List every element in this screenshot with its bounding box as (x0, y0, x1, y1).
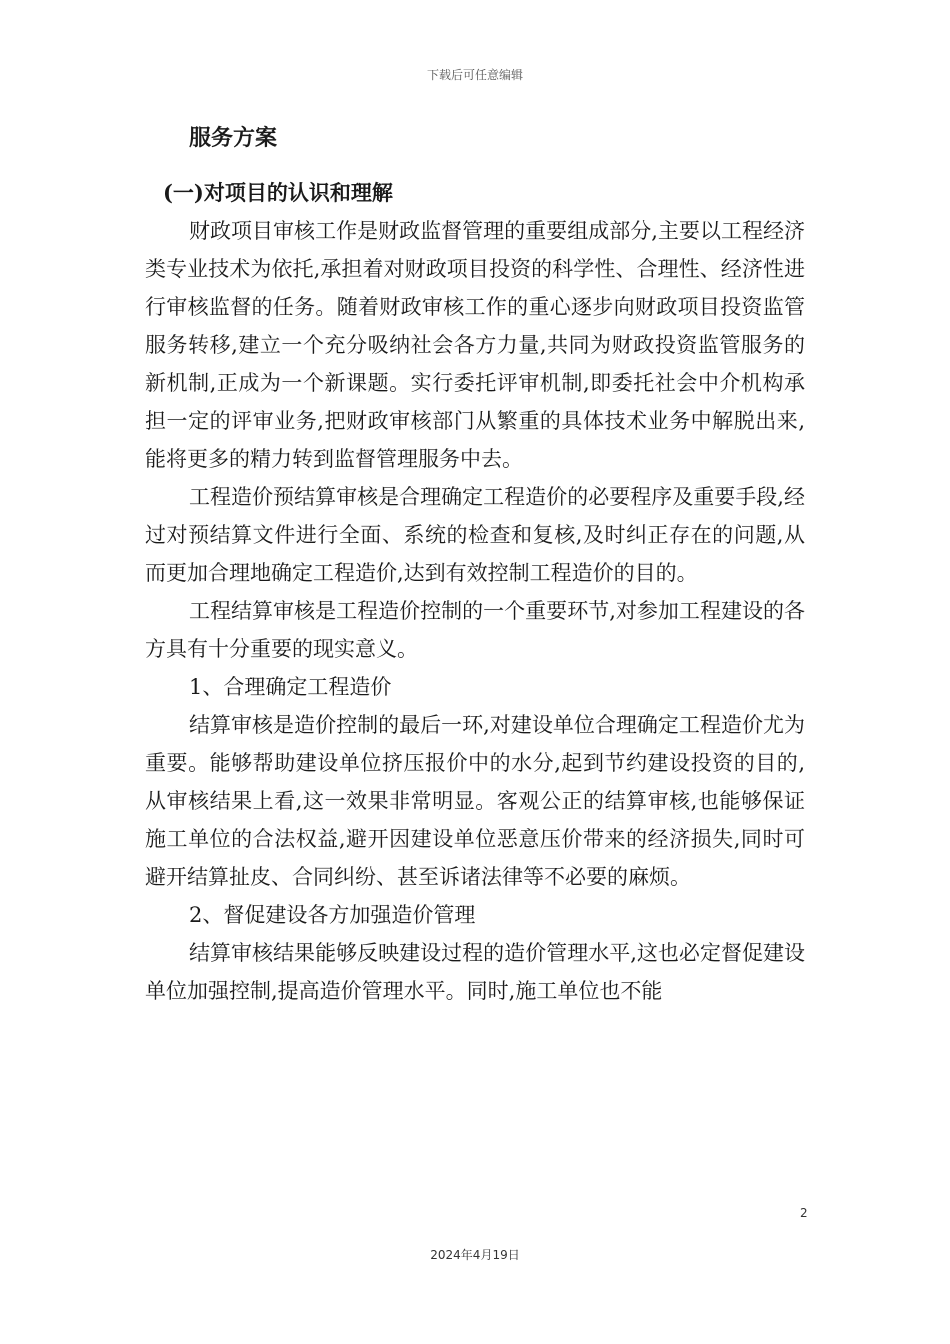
document-body (145, 118, 805, 1010)
paragraph: 工程造价预结算审核是合理确定工程造价的必要程序及重要手段,经过对预结算文件进行全面、系统的检查和复核,及时纠正存在的问题,从而更加合理地确定工程造价,达到有效控制工程造价的目的。 (145, 485, 805, 585)
list-item-heading: 1、合理确定工程造价 (189, 675, 392, 699)
section-heading: (一)对项目的认识和理解 (163, 180, 393, 205)
list-item-heading: 2、督促建设各方加强造价管理 (189, 903, 476, 927)
paragraph: 结算审核是造价控制的最后一环,对建设单位合理确定工程造价尤为重要。能够帮助建设单位挤压报价中的水分,起到节约建设投资的目的,从审核结果上看,这一效果非常明显。客观公正的结算审核,也能够保证施工单位的合法权益,避开因建设单位恶意压价带来的经济损失,同时可避开结算扯皮、合同纠纷、甚至诉诸法律等不必要的麻烦。 (145, 713, 805, 889)
page-number: 2 (800, 1206, 808, 1220)
paragraph: 结算审核结果能够反映建设过程的造价管理水平,这也必定督促建设单位加强控制,提高造价管理水平。同时,施工单位也不能 (145, 941, 805, 1003)
document-title: 服务方案 (189, 125, 278, 151)
paragraph: 财政项目审核工作是财政监督管理的重要组成部分,主要以工程经济类专业技术为依托,承担着对财政项目投资的科学性、合理性、经济性进行审核监督的任务。随着财政审核工作的重心逐步向财政项目投资监管服务转移,建立一个充分吸纳社会各方力量,共同为财政投资监管服务的新机制,正成为一个新课题。实行委托评审机制,即委托社会中介机构承担一定的评审业务,把财政审核部门从繁重的具体技术业务中解脱出来,能将更多的精力转到监督管理服务中去。 (145, 219, 805, 471)
footer-date: 2024年4月19日 (430, 1248, 520, 1262)
paragraph: 工程结算审核是工程造价控制的一个重要环节,对参加工程建设的各方具有十分重要的现实意义。 (145, 599, 805, 661)
page-header: 下载后可任意编辑 (426, 68, 523, 82)
